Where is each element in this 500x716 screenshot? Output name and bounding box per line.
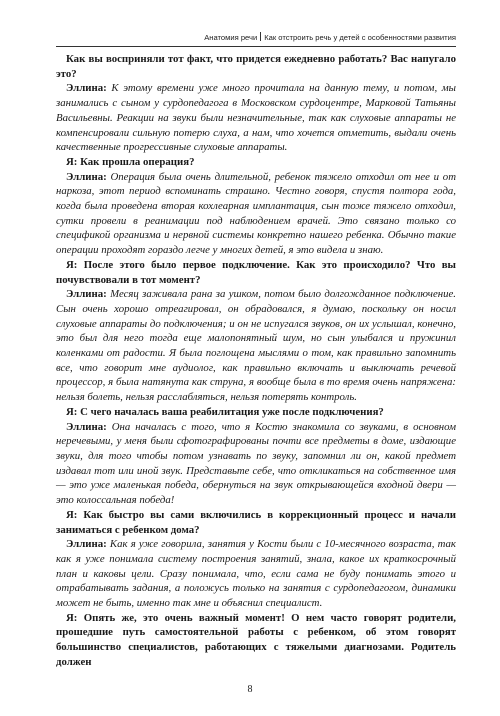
header-book-title: Как отстроить речь у детей с особенностями развития: [264, 33, 456, 42]
speaker-label: Эллина:: [66, 288, 107, 301]
header-separator: [260, 32, 261, 41]
question-paragraph: Я: С чего началась ваша реабилитация уже после подключения?: [66, 405, 384, 418]
question-paragraph: Как вы восприняли тот факт, что придется ежедневно работать? Вас напугало это?: [56, 53, 456, 80]
answer-paragraph: [56, 287, 456, 405]
answer-paragraph: [56, 170, 456, 258]
answer-text: Как я уже говорила, занятия у Кости были с 10-месячного возраста, так как я уже понимала систему построения занятий, знала, какое их краткосрочный план и каковы цели. Сразу понимала, что, если сама не буду понимать этого и отрабатывать задания, а положусь только на занятия с сурдопедагогом, динамики может не быть, именно так мне и объяснил специалист.: [56, 538, 456, 610]
answer-text: К этому времени уже много прочитала на данную тему, и потом, мы занимались с сыном у сурдопедагога в Московском сурдоцентре, Марковой Татьяны Васильевны. Реакции на звуки были незначительные, так как слуховые аппараты не компенсировали сильную потерю слуха, а нам, что хочется отметить, выдали очень качественные прогрессивные слуховые аппараты.: [56, 82, 456, 154]
speaker-label: Эллина:: [66, 420, 107, 433]
speaker-label: Эллина:: [66, 170, 107, 183]
running-header: [56, 32, 456, 47]
answer-text: Она началась с того, что я Костю знакомила со звуками, в основном неречевыми, у меня были сфотографированы почти все предметы в доме, издающие звуки, для того чтобы потом узнавать по звуку, запомнил ли он, какой предмет издавал тот или иной звук. Представьте себе, что откликаться на собственное имя — это уже маленькая победа, обернуться на звук открывающейся входной двери — это колоссальная победа!: [56, 420, 456, 507]
header-book-part: Анатомия речи: [204, 33, 258, 42]
speaker-label: Эллина:: [66, 538, 107, 551]
answer-paragraph: [56, 81, 456, 155]
answer-paragraph: [56, 537, 456, 611]
page-number: 8: [247, 684, 253, 695]
answer-paragraph: [56, 420, 456, 508]
question-paragraph: Я: Опять же, это очень важный момент! О нем часто говорят родители, прошедшие путь самостоятельной работы с ребенком, об этом говорят большинство специалистов, работающих с тяжелыми диагнозами. Родитель должен: [56, 611, 456, 668]
answer-text: Месяц заживала рана за ушком, потом было долгожданное подключение. Сын очень хорошо отреагировал, он обрадовался, я думаю, поскольку он носил слуховые аппараты до подключения; и он не испугался звуков, он их услышал, конечно, это был для него тогда еще малопонятный шум, но сын улыбался и пружинил коленками от радости. Я была поглощена мыслями о том, как правильно запомнить все, что говорит мне аудиолог, как правильно включать и выключать речевой процессор, я была натянута как струна, я вообще была в то время очень напряжена: нельзя болеть, нельзя расслабляться, нельзя потерять контроль.: [56, 288, 456, 404]
question-paragraph: Я: Как быстро вы сами включились в коррекционный процесс и начали заниматься с ребенком дома?: [56, 508, 456, 536]
answer-text: Операция была очень длительной, ребенок тяжело отходил от нее и от наркоза, этот период вспоминать страшно. Честно говоря, спустя полтора года, когда была проведена вторая кохлеарная имплантация, сын тоже тяжело отходил, сутки провели в реанимации под наблюдением врачей. Это связано только со спецификой организма и нервной системы конкретно нашего ребенка. Обычно такие операции проходят гораздо легче у многих детей, я это видела и знаю.: [56, 170, 456, 257]
page-body: [56, 52, 456, 670]
question-paragraph: Я: Как прошла операция?: [66, 155, 195, 168]
question-paragraph: Я: После этого было первое подключение. Как это происходило? Что вы почувствовали в тот момент?: [56, 258, 456, 286]
speaker-label: Эллина:: [66, 82, 107, 95]
